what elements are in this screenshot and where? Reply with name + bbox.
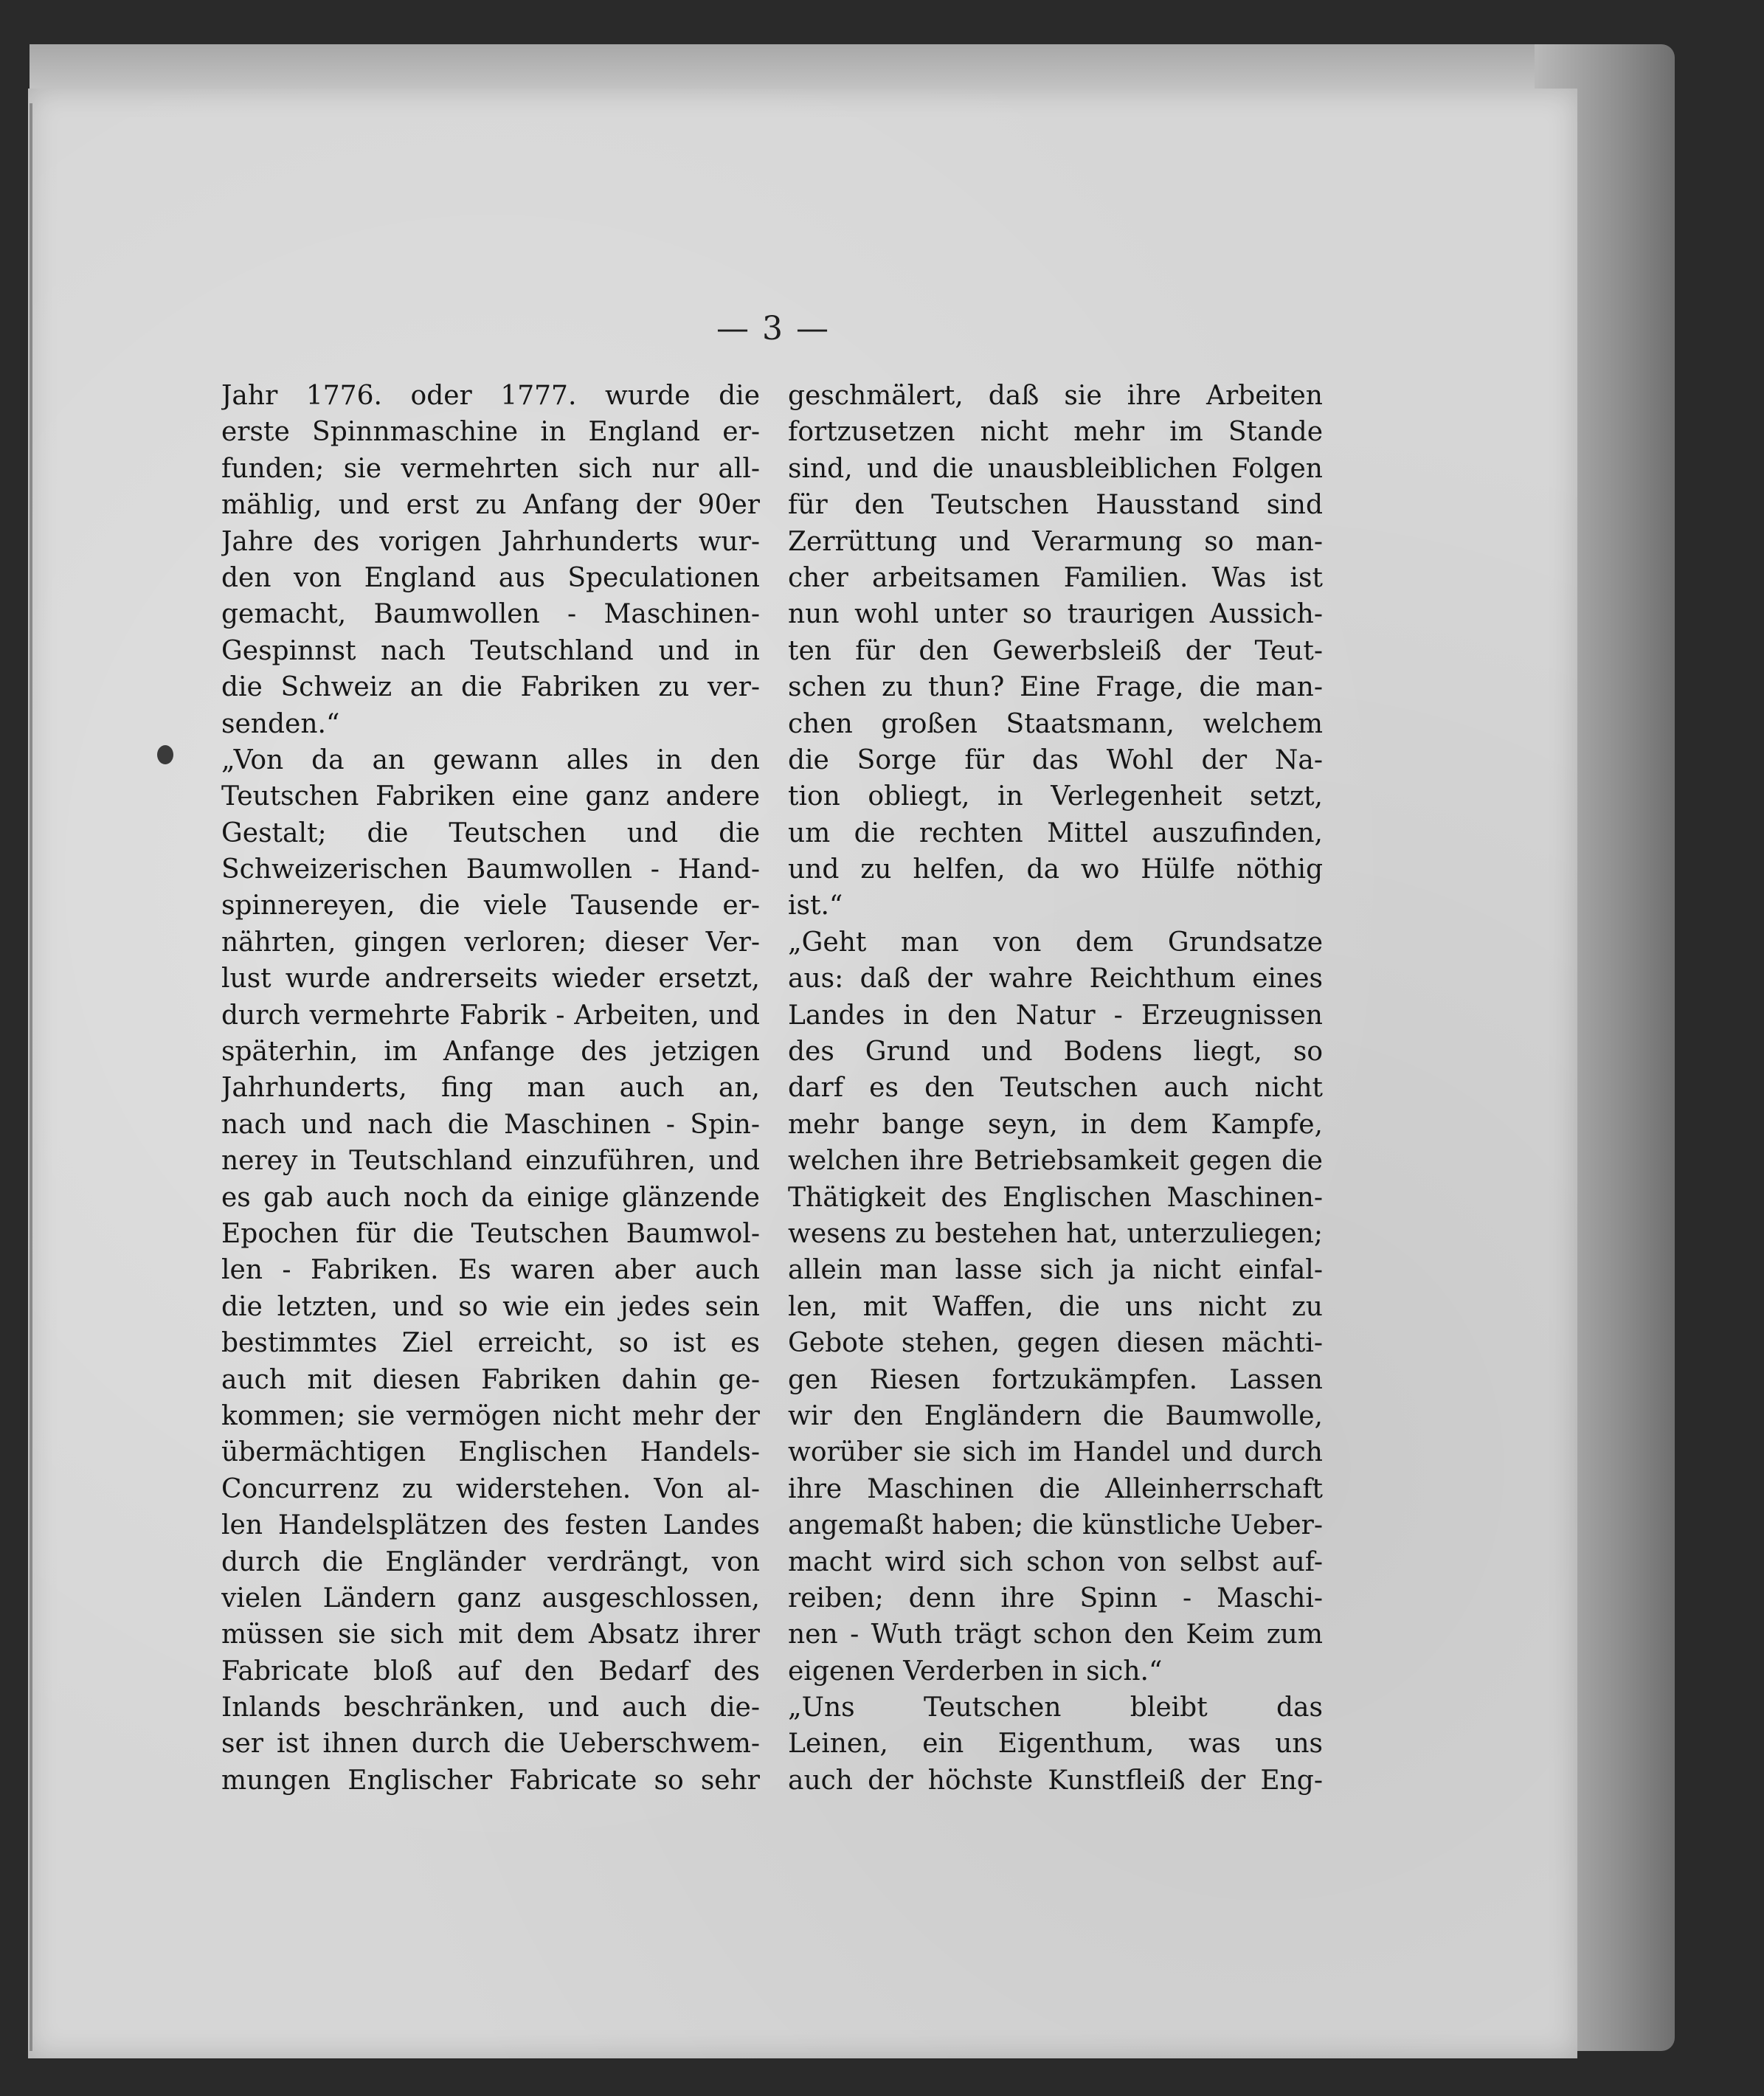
text-line: wesens zu bestehen hat, unterzuliegen; [788, 1218, 1323, 1249]
text-line: schen zu thun? Eine Frage, die man- [788, 672, 1323, 703]
text-line: lust wurde andrerseits wieder ersetzt, [221, 964, 760, 995]
text-line: Fabricate bloß auf den Bedarf des [221, 1656, 760, 1687]
text-line: nerey in Teutschland einzuführen, und [221, 1146, 760, 1177]
text-line: macht wird sich schon von selbst auf- [788, 1546, 1323, 1577]
text-line: bestimmtes Ziel erreicht, so ist es [221, 1328, 760, 1359]
text-line: mählig, und erst zu Anfang der 90er [221, 490, 760, 521]
binding-edge [30, 103, 32, 2051]
text-line: spinnereyen, die viele Tausende er- [221, 890, 760, 921]
text-line: ihre Maschinen die Alleinherrschaft [788, 1473, 1323, 1504]
text-line: tion obliegt, in Verlegenheit setzt, [788, 781, 1323, 812]
text-line: Concurrenz zu widerstehen. Von al- [221, 1473, 760, 1504]
text-line: durch die Engländer verdrängt, von [221, 1546, 760, 1577]
text-line: es gab auch noch da einige glänzende [221, 1182, 760, 1213]
text-line: darf es den Teutschen auch nicht [788, 1073, 1323, 1104]
text-line: nach und nach die Maschinen - Spin- [221, 1109, 760, 1140]
text-line: Schweizerischen Baumwollen - Hand- [221, 854, 760, 885]
text-line: Jahre des vorigen Jahrhunderts wur- [221, 526, 760, 557]
text-line: eigenen Verderben in sich.“ [788, 1656, 1163, 1687]
text-line: Gestalt; die Teutschen und die [221, 817, 760, 848]
text-line: fortzusetzen nicht mehr im Stande [788, 417, 1323, 448]
text-line: müssen sie sich mit dem Absatz ihrer [221, 1619, 760, 1650]
text-line: „Von da an gewann alles in den [221, 744, 760, 775]
text-line: den von England aus Speculationen [221, 562, 760, 593]
text-line: angemaßt haben; die künstliche Ueber- [788, 1510, 1323, 1541]
text-line: auch der höchste Kunstfleiß der Eng- [788, 1765, 1323, 1796]
text-line: Thätigkeit des Englischen Maschinen- [788, 1182, 1323, 1213]
text-line: durch vermehrte Fabrik - Arbeiten, und [221, 1000, 760, 1031]
text-line: die letzten, und so wie ein jedes sein [221, 1291, 760, 1322]
text-line: gen Riesen fortzukämpfen. Lassen [788, 1364, 1323, 1395]
text-line: funden; sie vermehrten sich nur all- [221, 453, 760, 484]
text-line: sind, und die unausbleiblichen Folgen [788, 453, 1323, 484]
book-page [28, 89, 1577, 2058]
text-line: um die rechten Mittel auszufinden, [788, 817, 1323, 848]
text-line: len - Fabriken. Es waren aber auch [221, 1255, 760, 1286]
text-line: worüber sie sich im Handel und durch [788, 1437, 1323, 1468]
text-line: Zerrüttung und Verarmung so man- [788, 526, 1323, 557]
text-line: Inlands beschränken, und auch die- [221, 1692, 760, 1723]
text-line: kommen; sie vermögen nicht mehr der [221, 1400, 760, 1431]
text-line: für den Teutschen Hausstand sind [788, 490, 1323, 521]
text-line: nen - Wuth trägt schon den Keim zum [788, 1619, 1323, 1650]
ink-spot [157, 745, 173, 764]
text-line: die Schweiz an die Fabriken zu ver- [221, 672, 760, 703]
text-line: wir den Engländern die Baumwolle, [788, 1400, 1323, 1431]
text-line: ist.“ [788, 890, 843, 921]
text-line: Jahrhunderts, fing man auch an, [221, 1073, 760, 1104]
text-line: gemacht, Baumwollen - Maschinen- [221, 599, 760, 630]
text-line: mehr bange seyn, in dem Kampfe, [788, 1109, 1323, 1140]
text-line: Landes in den Natur - Erzeugnissen [788, 1000, 1323, 1031]
text-line: „Uns Teutschen bleibt das [788, 1692, 1323, 1723]
text-line: len, mit Waffen, die uns nicht zu [788, 1291, 1323, 1322]
text-line: vielen Ländern ganz ausgeschlossen, [221, 1583, 760, 1613]
text-line: Leinen, ein Eigenthum, was uns [788, 1729, 1323, 1760]
text-line: des Grund und Bodens liegt, so [788, 1037, 1323, 1068]
text-line: len Handelsplätzen des festen Landes [221, 1510, 760, 1541]
text-line: nun wohl unter so traurigen Aussich- [788, 599, 1323, 630]
text-line: aus: daß der wahre Reichthum eines [788, 964, 1323, 995]
text-line: reiben; denn ihre Spinn - Maschi- [788, 1583, 1323, 1613]
text-line: späterhin, im Anfange des jetzigen [221, 1037, 760, 1068]
text-line: erste Spinnmaschine in England er- [221, 417, 760, 448]
text-line: Epochen für die Teutschen Baumwol- [221, 1218, 760, 1249]
text-line: Jahr 1776. oder 1777. wurde die [221, 381, 760, 411]
page-number: — 3 — [716, 310, 830, 347]
text-line: Gebote stehen, gegen diesen mächti- [788, 1328, 1323, 1359]
text-line: nährten, gingen verloren; dieser Ver- [221, 927, 760, 958]
text-line: „Geht man von dem Grundsatze [788, 927, 1323, 958]
right-text-column [788, 378, 1323, 1799]
text-line: allein man lasse sich ja nicht einfal- [788, 1255, 1323, 1286]
text-line: cher arbeitsamen Familien. Was ist [788, 562, 1323, 593]
text-line: und zu helfen, da wo Hülfe nöthig [788, 854, 1323, 885]
text-line: ten für den Gewerbsleiß der Teut- [788, 635, 1323, 666]
text-line: mungen Englischer Fabricate so sehr [221, 1765, 760, 1796]
text-line: ser ist ihnen durch die Ueberschwem- [221, 1729, 760, 1760]
left-text-column [221, 378, 760, 1799]
text-line: welchen ihre Betriebsamkeit gegen die [788, 1146, 1323, 1177]
text-line: chen großen Staatsmann, welchem [788, 708, 1323, 739]
text-line: geschmälert, daß sie ihre Arbeiten [788, 381, 1323, 411]
text-line: senden.“ [221, 708, 340, 739]
text-line: die Sorge für das Wohl der Na- [788, 744, 1323, 775]
text-line: auch mit diesen Fabriken dahin ge- [221, 1364, 760, 1395]
text-line: Gespinnst nach Teutschland und in [221, 635, 760, 666]
text-line: Teutschen Fabriken eine ganz andere [221, 781, 760, 812]
text-line: übermächtigen Englischen Handels- [221, 1437, 760, 1468]
